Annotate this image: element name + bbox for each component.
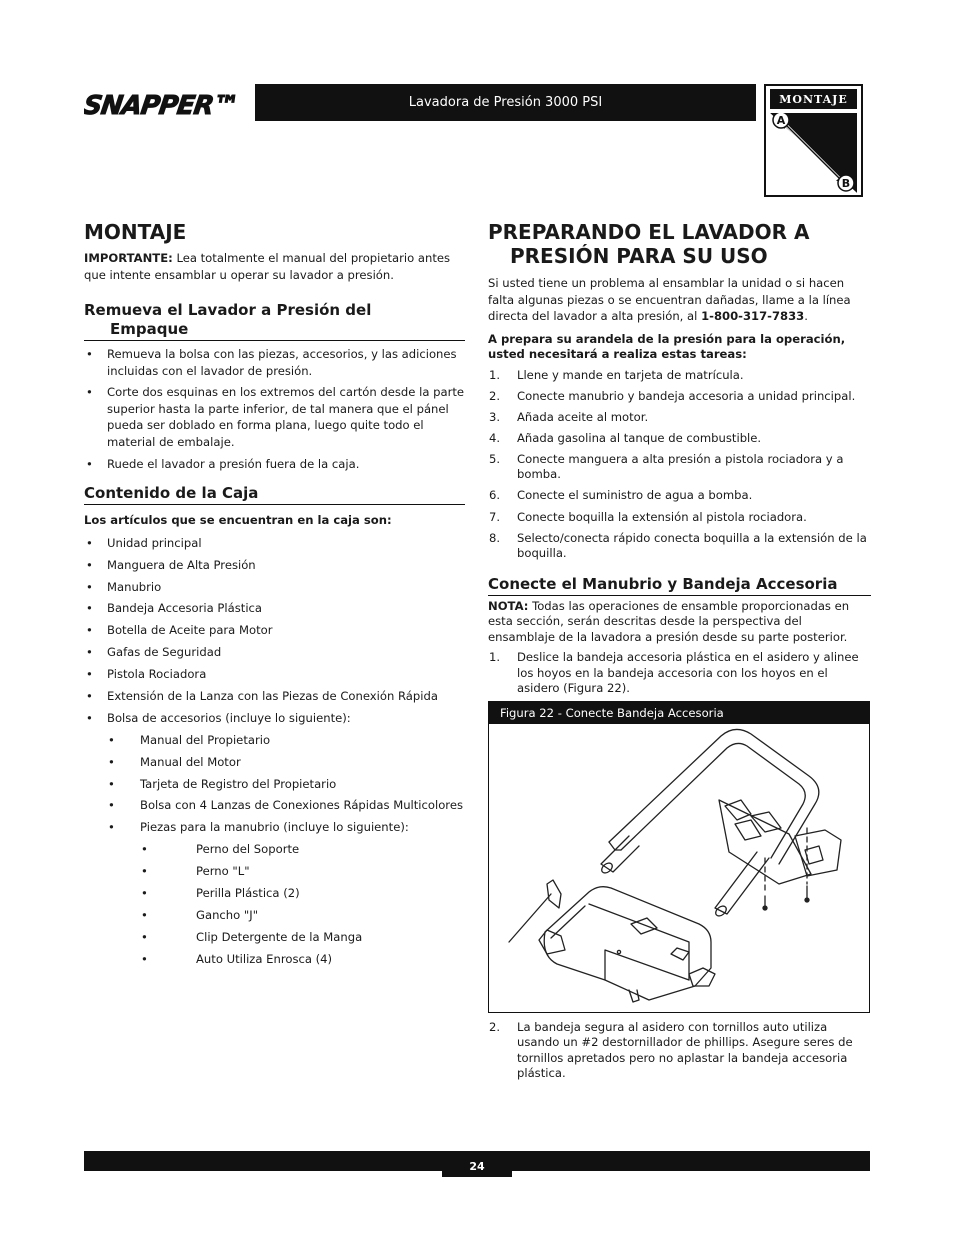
important-note: IMPORTANTE: Lea totalmente el manual del propietario antes que intente ensamblar u operar su lavador a presión. [84,251,451,282]
list-item: • Clip Detergente de la Manga [84,929,465,946]
step-item: 7. Conecte boquilla la extensión al pistola rociadora. [489,509,807,524]
hotline-phone: 1-800-317-7833 [701,309,805,323]
box-contents-list [84,535,465,727]
assembly-step-1 [488,650,871,697]
snapper-logo-mark [84,88,254,120]
list-item: • Extensión de la Lanza con las Piezas de Conexión Rápida [84,688,465,705]
handle-tray-illustration [489,724,869,1012]
box-contents-heading: Contenido de la Caja [84,484,465,505]
badge-title: MONTAJE [770,89,857,109]
connect-handle-heading: Conecte el Manubrio y Bandeja Accesoria [488,575,871,596]
list-item: • Pistola Rociadora [84,666,465,683]
header-title: Lavadora de Presión 3000 PSI [408,95,603,110]
header-title-bar [255,84,756,121]
prepare-title: PREPARANDO EL LAVADOR A PRESIÓN PARA SU USO [488,220,810,268]
list-item: • Corte dos esquinas en los extremos del cartón desde la parte superior hasta la parte inferior, de tal manera que el pánel pueda ser doblado en forma plana, luego quite todo el material de embalaje. [84,384,465,450]
list-item: • Bandeja Accesoria Plástica [84,600,465,617]
assembly-note: NOTA: Todas las operaciones de ensamble proporcionadas en esta sección, serán descritas desde la perspectiva del ensamblaje de la lavadora a presión desde su parte posterior. [488,598,850,644]
accessory-bag-list [84,732,465,836]
list-item: • Manual del Propietario [84,732,465,749]
unpack-list [84,346,465,472]
page-number: 24 [442,1155,512,1177]
step-item: 4. Añada gasolina al tanque de combustible. [489,430,762,445]
list-item: • Unidad principal [84,535,465,552]
figure-22 [488,701,870,1013]
list-item: • Perno del Soporte [84,841,465,858]
intro-paragraph: Si usted tiene un problema al ensamblar la unidad o si hacen falta algunas piezas o se encuentran dañadas, llame a la línea directa del lavador a alta presión, al 1-800-317-7833. [488,276,851,323]
list-item: • Gafas de Seguridad [84,644,465,661]
badge-diagram [770,113,857,193]
list-item: • Gancho "J" [84,907,465,924]
a-to-b-diagram-icon [770,113,857,193]
list-item: • Perno "L" [84,863,465,880]
svg-text:SNAPPER™: SNAPPER™ [84,91,240,120]
list-item: • Remueva la bolsa con las piezas, accesorios, y las adiciones incluidas con el lavador de presión. [84,346,465,379]
list-item: • Manubrio [84,579,465,596]
list-item: • Perilla Plástica (2) [84,885,465,902]
list-item: • Manguera de Alta Presión [84,557,465,574]
list-item: • Manual del Motor [84,754,465,771]
list-item: • Bolsa con 4 Lanzas de Conexiones Rápidas Multicolores [84,797,465,814]
step-item: 5. Conecte manguera a alta presión a pistola rociadora y a bomba. [489,451,844,482]
unpack-heading: Remueva el Lavador a Presión del Empaque [84,301,465,341]
box-contents-intro: Los artículos que se encuentran en la caja son: [84,513,392,528]
list-item: • Tarjeta de Registro del Propietario [84,776,465,793]
step-item: 2. La bandeja segura al asidero con tornillos auto utiliza usando un #2 destornillador de phillips. Asegure seres de tornillos apretados pero no aplastar la bandeja accesoria plástica. [489,1019,853,1081]
svg-text:B: B [841,177,851,190]
step-item: 2. Conecte manubrio y bandeja accesoria a unidad principal. [489,388,856,403]
assembly-step-2 [488,1020,871,1082]
montaje-badge [764,84,863,197]
step-item: 1. Llene y mande en tarjeta de matrícula. [489,367,744,382]
step-item: 1. Deslice la bandeja accesoria plástica en el asidero y alinee los hoyos en la bandeja accesoria con los hoyos en el asidero (Figura 22). [489,650,859,696]
prep-steps [488,368,871,562]
list-item: • Piezas para la manubrio (incluye lo siguiente): [84,819,465,836]
list-item: • Ruede el lavador a presión fuera de la caja. [84,456,465,473]
right-column [488,220,871,1087]
prep-heading: A prepara su arandela de la presión para la operación, usted necesitará a realiza estas tareas: [488,331,846,361]
step-item: 3. Añada aceite al motor. [489,409,649,424]
list-item: • Botella de Aceite para Motor [84,622,465,639]
step-item: 8. Selecto/conecta rápido conecta boquilla a la extensión de la boquilla. [489,530,867,561]
list-item: • Bolsa de accesorios (incluye lo siguiente): [84,710,465,727]
svg-text:A: A [776,114,786,127]
list-item: • Auto Utiliza Enrosca (4) [84,951,465,968]
figure-caption: Figura 22 - Conecte Bandeja Accesoria [489,702,869,724]
handle-parts-list [84,841,465,967]
snapper-logo [84,88,254,120]
montaje-title: MONTAJE [84,220,187,244]
left-column [84,220,465,973]
step-item: 6. Conecte el suministro de agua a bomba. [489,488,753,503]
